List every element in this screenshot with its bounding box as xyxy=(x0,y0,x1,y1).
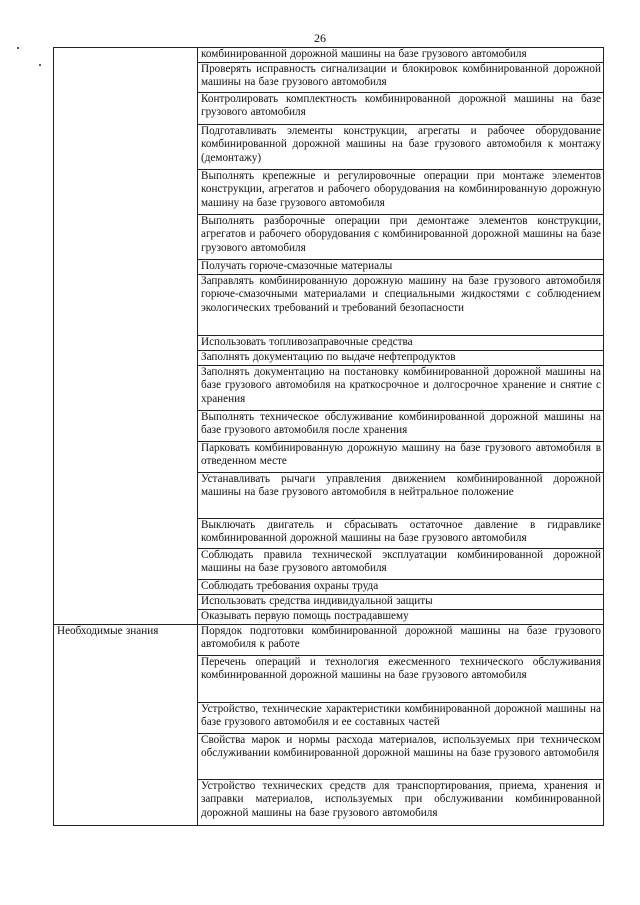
requirement-cell: Контролировать комплектность комбинированной дорожной машины на базе грузового автомобиля xyxy=(198,92,604,124)
requirement-cell: Выключать двигатель и сбрасывать остаточное давление в гидравлике комбинированной дорожной машины на базе грузового автомобиля xyxy=(198,518,604,548)
requirement-cell: Перечень операций и технология ежесменного технического обслуживания комбинированной дорожной машины на базе грузового автомобиля xyxy=(198,655,604,702)
requirement-cell: Устанавливать рычаги управления движением комбинированной дорожной машины на базе грузового автомобиля в нейтральное положение xyxy=(198,472,604,518)
category-label: Необходимые знания xyxy=(57,624,159,637)
requirement-cell: Выполнять разборочные операции при демонтаже элементов конструкции, агрегатов и рабочего оборудования с комбинированной дорожной машины на базе грузового автомобиля xyxy=(198,214,604,259)
requirement-cell: Выполнять крепежные и регулировочные операции при монтаже элементов конструкции, агрегатов и рабочего оборудования на комбинированную дорожную машину на базе грузового автомобиля xyxy=(198,169,604,214)
requirement-cell: Заполнять документацию по выдаче нефтепродуктов xyxy=(198,350,604,365)
requirement-cell: Проверять исправность сигнализации и блокировок комбинированной дорожной машины на базе грузового автомобиля xyxy=(198,62,604,92)
requirement-cell: Оказывать первую помощь пострадавшему xyxy=(198,609,604,624)
requirement-cell: Парковать комбинированную дорожную машину на базе грузового автомобиля в отведенном месте xyxy=(198,441,604,472)
requirement-cell: Заправлять комбинированную дорожную машину на базе грузового автомобиля горюче-смазочными материалами и специальными жидкостями с соблюдением экологических требований и требований безопасности xyxy=(198,274,604,335)
requirement-cell: Устройство технических средств для транспортирования, приема, хранения и заправки материалов, используемых при обслуживании комбинированной дорожной машины на базе грузового автомобиля xyxy=(198,779,604,825)
category-cell-skills xyxy=(54,48,198,625)
page-number: 26 xyxy=(314,31,326,45)
scan-speck xyxy=(17,47,19,49)
requirements-table xyxy=(53,47,604,826)
requirement-cell: комбинированной дорожной машины на базе грузового автомобиля xyxy=(198,48,604,63)
scan-speck xyxy=(39,64,41,66)
table-row xyxy=(54,48,604,63)
requirement-cell: Порядок подготовки комбинированной дорожной машины на базе грузового автомобиля к работе xyxy=(198,624,604,655)
requirement-cell: Устройство, технические характеристики комбинированной дорожной машины на базе грузового автомобиля и ее составных частей xyxy=(198,702,604,733)
requirement-cell: Соблюдать правила технической эксплуатации комбинированной дорожной машины на базе грузового автомобиля xyxy=(198,548,604,579)
table-row xyxy=(54,624,604,655)
category-cell-knowledge xyxy=(54,624,198,825)
requirement-cell: Использовать средства индивидуальной защиты xyxy=(198,594,604,609)
requirement-cell: Использовать топливозаправочные средства xyxy=(198,335,604,350)
requirement-cell: Выполнять техническое обслуживание комбинированной дорожной машины на базе грузового автомобиля после хранения xyxy=(198,410,604,441)
requirement-cell: Подготавливать элементы конструкции, агрегаты и рабочее оборудование комбинированной дорожной машины на базе грузового автомобиля к монтажу (демонтажу) xyxy=(198,124,604,169)
requirement-cell: Получать горюче-смазочные материалы xyxy=(198,259,604,274)
requirement-cell: Заполнять документацию на постановку комбинированной дорожной машины на базе грузового автомобиля на краткосрочное и долгосрочное хранение и снятие с хранения xyxy=(198,365,604,410)
requirement-cell: Свойства марок и нормы расхода материалов, используемых при техническом обслуживании комбинированной дорожной машины на базе грузового автомобиля xyxy=(198,733,604,779)
requirement-cell: Соблюдать требования охраны труда xyxy=(198,579,604,594)
